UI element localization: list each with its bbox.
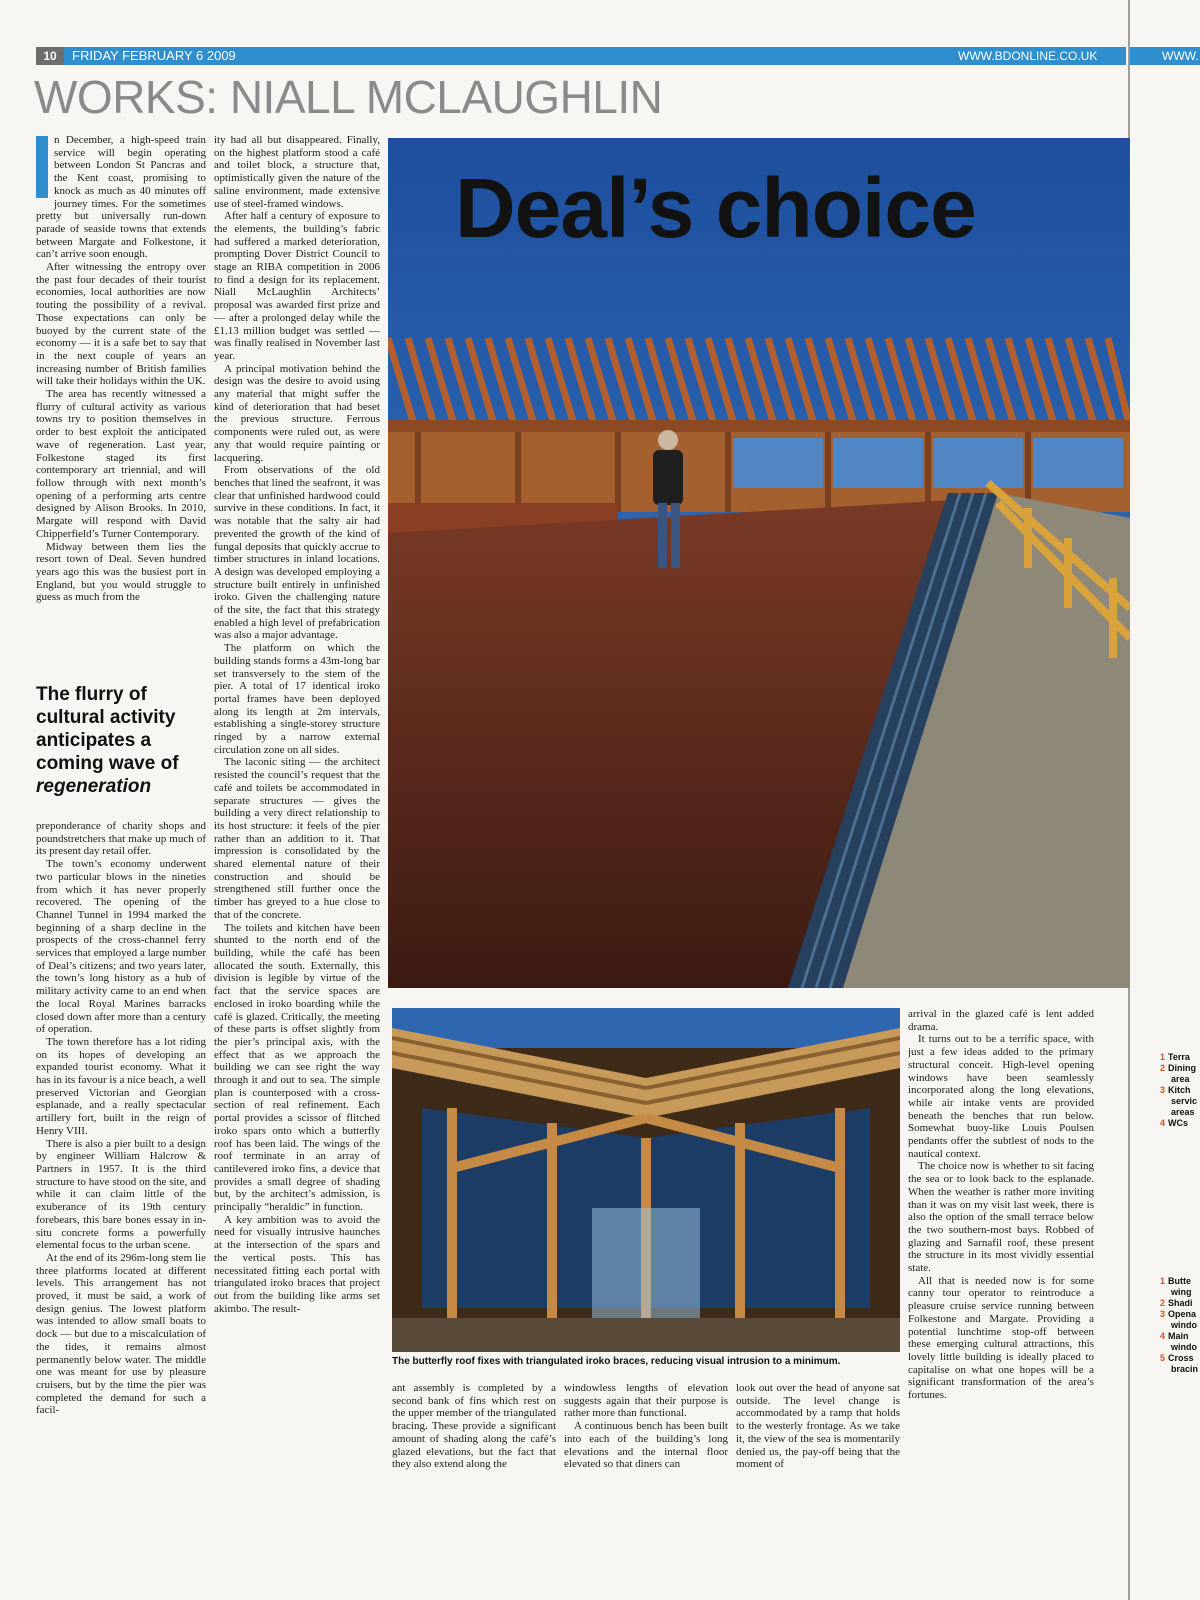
key-item	[1160, 1107, 1197, 1118]
key-label: servic	[1171, 1096, 1198, 1106]
headline: Deal’s choice	[455, 161, 976, 255]
article-column-2	[214, 134, 380, 1520]
key-label: Opena	[1168, 1309, 1197, 1319]
key-number: 4	[1160, 1331, 1166, 1341]
key-label: Shadi	[1168, 1298, 1193, 1308]
paragraph: At the end of its 296m-long stem lie three platforms located at different levels. This arrangement has not proved, it must be said, a work of design genius. The lowest platform was intended to allow small boats to dock — but due to a miscalculation of the tides, it remains almost permanently below water. The middle one was meant for use by pleasure cruisers, but by the time the pier was completed the demand for such a facil-	[36, 1251, 206, 1417]
website-url-next-page: WWW.	[1162, 49, 1199, 63]
section-key-list	[1160, 1276, 1198, 1375]
paragraph: A key ambition was to avoid the need for visually intrusive haunches at the intersection of the spars and the vertical posts. This has necessitated fitting each portal with triangulated iroko braces that project out from the building like arms set akimbo. The result-	[214, 1213, 380, 1315]
key-label: bracin	[1171, 1364, 1199, 1374]
paragraph: A principal motivation behind the design was the desire to avoid using any material that might suffer the kind of deterioration that had beset the previous structure. Ferrous components were ruled out, as were any that would require painting or lacquering.	[214, 362, 380, 464]
paragraph: ant assembly is completed by a second bank of fins which rest on the upper member of the triangulated bracing. These provide a significant amount of shading along the café’s glazed elevations, but the fact that they also extend along the	[392, 1382, 556, 1471]
pull-quote-text: The flurry of cultural activity anticipates a coming wave of	[36, 684, 179, 774]
paragraph: The area has recently witnessed a flurry of cultural activity as various towns try to position themselves in order to best exploit the anticipated wave of regeneration. Last year, Folkestone staged its first contemporary art triennial, and will follow through with next month’s opening of a performing arts centre designed by Alison Brooks. In 2010, Margate will respond with David Chipperfield’s Turner Contemporary.	[36, 388, 206, 540]
paragraph: The choice now is whether to sit facing the sea or to look back to the esplanade. When the weather is rather more inviting than it was on my visit last week, there is also the option of the small terrace below the two southern-most bays. Robbed of glazing and Sarnafil roof, these present the structure in its most vividly essential state.	[908, 1160, 1094, 1275]
key-number: 2	[1160, 1298, 1166, 1308]
pull-quote	[36, 683, 208, 798]
paragraph: All that is needed now is for some canny tour operator to reintroduce a pleasure cruise service running between Folkestone and Margate. Providing a potential lunchtime stop-off between these emerging cultural attractions, this lovely little building is ideally placed to capitalise on what one hopes will be a significant transformation of the area’s fortunes.	[908, 1274, 1094, 1402]
key-number: 1	[1160, 1052, 1166, 1062]
paragraph: The town therefore has a lot riding on its hopes of developing an expanded tourist economy. What it has in its favour is a nice beach, a well preserved Victorian and Georgian esplanade, and a really spectacular artillery fort, built in the reign of Henry VIII.	[36, 1035, 206, 1137]
article-column-4	[564, 1382, 728, 1522]
pull-quote-last-word: regeneration	[36, 776, 152, 797]
key-label: Kitch	[1168, 1085, 1191, 1095]
key-label: Terra	[1168, 1052, 1190, 1062]
hero-photo-pier-cafe	[388, 138, 1130, 988]
paragraph: After witnessing the entropy over the past four decades of their tourist economies, local authorities are now touting the possibility of a revival. Those expectations can only be buoyed by the current state of the economy — it is a safe bet to say that in the next couple of years an increasing number of British families will take their holidays within the UK.	[36, 261, 206, 388]
paragraph: From observations of the old benches that lined the seafront, it was clear that unfinished hardwood could survive in these conditions. In fact, it was notable that the salty air had prevented the growth of the kind of fungal deposits that quickly accrue to timber structures in inland locations. A design was developed employing a structure built entirely in unfinished iroko. Given the challenging nature of the site, the fact that this strategy enabled a high level of prefabrication was also a major advantage.	[214, 464, 380, 642]
key-item	[1160, 1096, 1197, 1107]
key-number: 4	[1160, 1118, 1166, 1128]
key-item	[1160, 1353, 1198, 1364]
key-item	[1160, 1331, 1198, 1342]
section-title: WORKS: NIALL MCLAUGHLIN	[34, 71, 663, 123]
paragraph: arrival in the glazed café is lent added drama.	[908, 1008, 1094, 1033]
key-label: Cross	[1168, 1353, 1194, 1363]
key-item	[1160, 1118, 1197, 1129]
article-column-1	[36, 134, 206, 674]
paragraph: A continuous bench has been built into each of the building’s long elevations and the internal floor elevated so that diners can	[564, 1420, 728, 1471]
plan-key-list	[1160, 1052, 1197, 1129]
key-number: 3	[1160, 1085, 1166, 1095]
paragraph: preponderance of charity shops and poundstretchers that make up much of its present day retail offer.	[36, 820, 206, 858]
article-column-6	[908, 1008, 1094, 1522]
paragraph: ity had all but disappeared. Finally, on the highest platform stood a café and toilet block, a structure that, optimistically given the nature of the saline environment, made extensive use of steel-framed windows.	[214, 134, 380, 210]
drop-cap-bar	[36, 136, 48, 198]
paragraph: It turns out to be a terrific space, with just a few ideas added to the primary structural conceit. High-level opening windows have been seamlessly incorporated along the long elevations, while air intake vents are provided beneath the benches that run below. Somewhat buoy-like Louis Poulsen pendants offer the subtlest of nods to the nautical context.	[908, 1033, 1094, 1160]
key-item	[1160, 1320, 1198, 1331]
paragraph: The platform on which the building stands forms a 43m-long bar set transversely to the stem of the pier. A total of 17 identical iroko portal frames have been deployed along its length at 2m intervals, establishing a single-storey structure ringed by a narrow external circulation zone on all sides.	[214, 642, 380, 756]
key-item	[1160, 1052, 1197, 1063]
key-number: 2	[1160, 1063, 1166, 1073]
paragraph: windowless lengths of elevation suggests again that their purpose is rather more than functional.	[564, 1382, 728, 1420]
paragraph: The toilets and kitchen have been shunted to the north end of the building, while the café has been allocated the south. Externally, this division is legible by virtue of the fact that the service spaces are enclosed in iroko boarding while the café is glazed. Critically, the meeting of these parts is offset slightly from the pier’s principal axis, with the effect that as we approach the building we can see right the way through it and out to sea. The simple plan is counterposed with a cross-section of real refinement. Each portal provides a scissor of flitched iroko spars onto which a butterfly roof has been laid. The wings of the roof terminate in an array of cantilevered iroko fins, a device that provides a small degree of shading but, by the architect’s admission, is principally “heraldic” in function.	[214, 921, 380, 1214]
article-column-5	[736, 1382, 900, 1522]
key-label: Main	[1168, 1331, 1189, 1341]
key-label: windo	[1171, 1342, 1197, 1352]
key-item	[1160, 1085, 1197, 1096]
key-item	[1160, 1309, 1198, 1320]
article-column-1-continued	[36, 820, 206, 1520]
key-label: Dining	[1168, 1063, 1197, 1073]
key-label: windo	[1171, 1320, 1197, 1330]
key-label: wing	[1171, 1287, 1192, 1297]
key-item	[1160, 1276, 1198, 1287]
paragraph: look out over the head of anyone sat outside. The level change is accommodated by a ramp that holds to the westerly frontage. As we take it, the view of the sea is momentarily denied us, the pay-off being that the moment of	[736, 1382, 900, 1471]
paragraph: After half a century of exposure to the elements, the building’s fabric had suffered a marked deterioration, prompting Dover District Council to stage an RIBA competition in 2006 to find a design for its replacement. Niall McLaughlin Architects’ proposal was awarded first prize and — after a prolonged delay while the £1.13 million budget was settled — was finally realised in November last year.	[214, 210, 380, 362]
key-number: 3	[1160, 1309, 1166, 1319]
key-item	[1160, 1287, 1198, 1298]
issue-date: FRIDAY FEBRUARY 6 2009	[72, 48, 236, 63]
photo-butterfly-roof-illustration	[392, 1008, 900, 1352]
key-item	[1160, 1063, 1197, 1074]
photo-butterfly-roof	[392, 1008, 900, 1352]
paragraph: n December, a high-speed train service will begin operating between London St Pancras and the Kent coast, promising to knock as much as 40 minutes off journey times. For the sometimes pretty but universally run-down parade of seaside towns that extends between Margate and Folkestone, it can’t arrive soon enough.	[36, 134, 206, 261]
page-number: 10	[36, 47, 64, 65]
key-label: areas	[1171, 1107, 1195, 1117]
hero-photo-illustration	[388, 138, 1130, 988]
key-number: 1	[1160, 1276, 1166, 1286]
photo-caption: The butterfly roof fixes with triangulated iroko braces, reducing visual intrusion to a minimum.	[392, 1356, 841, 1367]
key-label: Butte	[1168, 1276, 1192, 1286]
key-item	[1160, 1074, 1197, 1085]
paragraph: The town’s economy underwent two particular blows in the nineties from which it has never properly recovered. The opening of the Channel Tunnel in 1994 marked the beginning of a sharp decline in the prospects of the cross-channel ferry services that employed a large number of Deal’s citizens; and two years later, the town’s long history as a hub of military activity came to an end when the local Royal Marines barracks closed down after more than a century of operation.	[36, 858, 206, 1036]
key-item	[1160, 1364, 1198, 1375]
key-item	[1160, 1298, 1198, 1309]
paragraph: There is also a pier built to a design by engineer William Halcrow & Partners in 1957. It is the third structure to have stood on the site, and while it can claim little of the exuberance of its 19th century forebears, this bare bones essay in in-situ concrete forms a powerfully elemental focus to the urban scene.	[36, 1137, 206, 1252]
paragraph: Midway between them lies the resort town of Deal. Seven hundred years ago this was the busiest port in England, but you would struggle to guess as much from the	[36, 540, 206, 604]
website-url: WWW.BDONLINE.CO.UK	[958, 49, 1098, 63]
key-number: 5	[1160, 1353, 1166, 1363]
key-label: area	[1171, 1074, 1190, 1084]
article-column-3	[392, 1382, 556, 1522]
paragraph: The laconic siting — the architect resisted the council’s request that the café and toilets be accommodated in separate structures — gives the building a very direct relationship to its host structure: it feels of the pier rather than an addition to it. That impression is consolidated by the shared elemental nature of their construction and should be strengthened still further once the timber has greyed to a hue close to that of the concrete.	[214, 756, 380, 921]
key-label: WCs	[1168, 1118, 1189, 1128]
key-item	[1160, 1342, 1198, 1353]
